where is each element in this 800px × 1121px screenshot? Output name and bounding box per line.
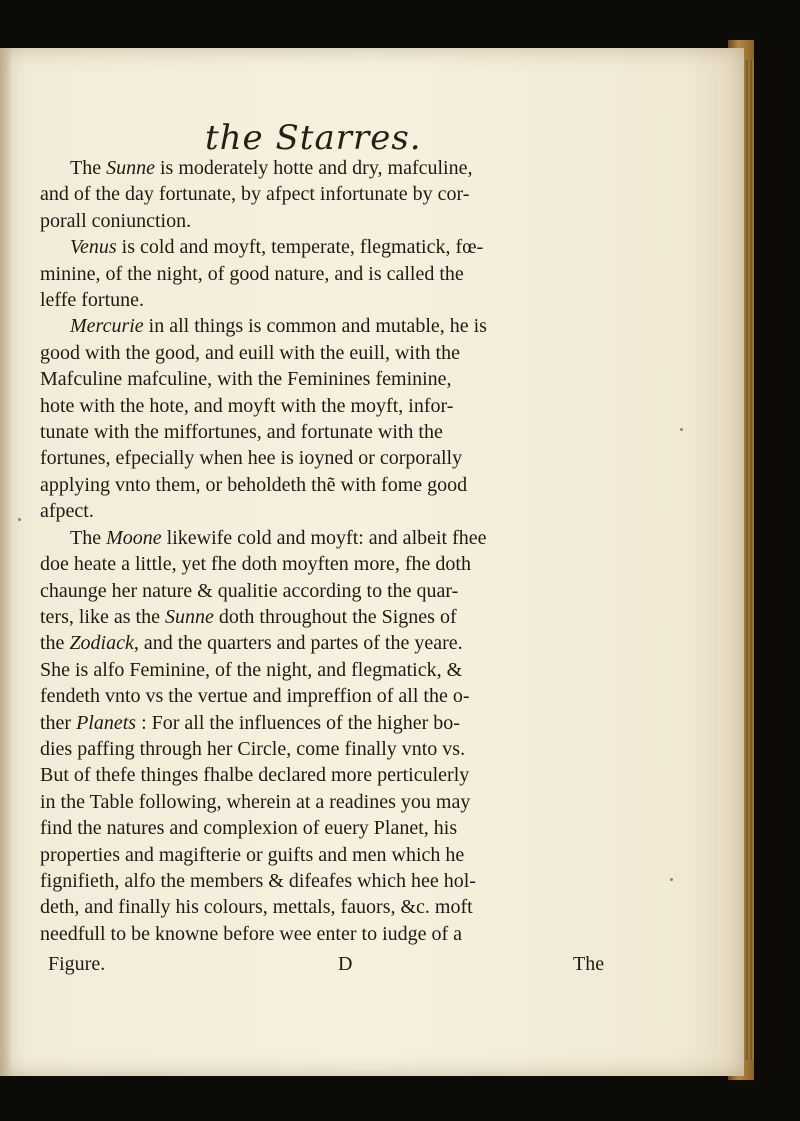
text-run: likewife cold and moyft: and albeit fhee: [161, 526, 487, 549]
text-line: [40, 815, 690, 841]
text-line: [40, 630, 690, 656]
italic-name: Planets: [76, 711, 137, 734]
text-run: is moderately hotte and dry, mafculine,: [154, 157, 473, 179]
text-run: porall coniunction.: [40, 209, 192, 232]
text-run: tunate with the miffortunes, and fortunate with the: [40, 421, 443, 444]
text-run: , and the quarters and partes of the yeare.: [133, 632, 463, 655]
text-line: [40, 155, 690, 181]
text-run: find the natures and complexion of euery Planet, his: [40, 817, 458, 840]
text-run: ther: [40, 711, 77, 734]
text-run: dies paffing through her Circle, come finally vnto vs.: [40, 737, 466, 760]
paragraph: [40, 234, 690, 313]
text-line: [40, 419, 690, 445]
book-page: [0, 48, 744, 1076]
text-run: minine, of the night, of good nature, and is called the: [40, 262, 464, 285]
text-line: [40, 789, 690, 815]
text-line: [40, 445, 690, 471]
text-run: in the Table following, wherein at a readines you may: [40, 790, 471, 813]
text-run: : For all the influences of the higher bo-: [136, 711, 460, 734]
text-run: chaunge her nature & qualitie according to the quar-: [40, 579, 459, 602]
text-line: [40, 366, 690, 392]
ink-speck: [670, 878, 673, 881]
signature-mark: D: [338, 953, 353, 975]
text-line: [40, 234, 690, 260]
text-run: But of thefe thinges fhalbe declared more perticulerly: [40, 764, 470, 787]
text-run: properties and magifterie or guifts and men which he: [40, 843, 465, 866]
text-line: [40, 657, 690, 683]
catchword: The: [573, 953, 605, 975]
text-run: She is alfo Feminine, of the night, and flegmatick, &: [40, 658, 463, 681]
text-line: [40, 736, 690, 762]
text-line: [40, 393, 690, 419]
text-run: leffe fortune.: [40, 289, 145, 312]
text-run: is cold and moyft, temperate, flegmatick, fœ-: [116, 236, 484, 259]
text-line: [40, 340, 690, 366]
text-line: [40, 578, 690, 604]
ink-speck: [680, 428, 683, 431]
text-line: [40, 683, 690, 709]
text-line: [40, 261, 690, 287]
text-run: in all things is common and mutable, he is: [143, 315, 487, 338]
text-run: needfull to be knowne before wee enter to iudge of a: [40, 922, 463, 945]
paragraph: [40, 313, 690, 524]
text-run: and of the day fortunate, by afpect infortunate by cor-: [40, 183, 470, 206]
italic-name: Zodiack: [69, 632, 134, 655]
text-line: [40, 551, 690, 577]
text-run: fortunes, efpecially when hee is ioyned or corporally: [40, 447, 463, 470]
text-run: applying vnto them, or beholdeth thẽ with fome good: [40, 473, 468, 496]
text-line: [40, 762, 690, 788]
text-line: [40, 313, 690, 339]
text-run: good with the good, and euill with the euill, with the: [40, 341, 460, 364]
italic-name: Mercurie: [70, 315, 144, 338]
text-run: afpect.: [40, 500, 94, 523]
text-line: [40, 287, 690, 313]
text-line: [40, 842, 690, 868]
text-line: [40, 181, 690, 207]
italic-name: Sunne: [164, 605, 214, 628]
running-head: the Starres.: [205, 118, 422, 158]
italic-name: Venus: [70, 236, 117, 259]
text-line: [40, 710, 690, 736]
text-run: The: [70, 157, 107, 179]
text-run: fendeth vnto vs the vertue and impreffion of all the o-: [40, 685, 470, 708]
text-run: Mafculine mafculine, with the Feminines feminine,: [40, 368, 452, 391]
page-edges: [744, 60, 754, 1060]
final-word: Figure.: [48, 953, 106, 975]
text-line: [40, 525, 690, 551]
body-text: [40, 155, 690, 947]
ink-speck: [18, 518, 21, 521]
text-run: deth, and finally his colours, mettals, fauors, &c. moft: [40, 896, 473, 919]
text-run: fignifieth, alfo the members & difeafes which hee hol-: [40, 869, 476, 892]
text-run: doe heate a little, yet fhe doth moyften more, fhe doth: [40, 553, 471, 576]
text-run: hote with the hote, and moyft with the moyft, infor-: [40, 394, 454, 417]
text-run: the: [40, 632, 70, 655]
text-line: [40, 868, 690, 894]
italic-name: Sunne: [106, 157, 155, 179]
text-run: doth throughout the Signes of: [213, 605, 457, 628]
paragraph: [40, 525, 690, 948]
italic-name: Moone: [106, 526, 162, 549]
text-run: The: [70, 526, 107, 549]
text-line: [40, 921, 690, 947]
text-line: [40, 894, 690, 920]
text-line: [40, 208, 690, 234]
text-run: ters, like as the: [40, 605, 165, 628]
text-line: [40, 472, 690, 498]
text-line: [40, 498, 690, 524]
paragraph: [40, 155, 690, 234]
text-line: [40, 604, 690, 630]
